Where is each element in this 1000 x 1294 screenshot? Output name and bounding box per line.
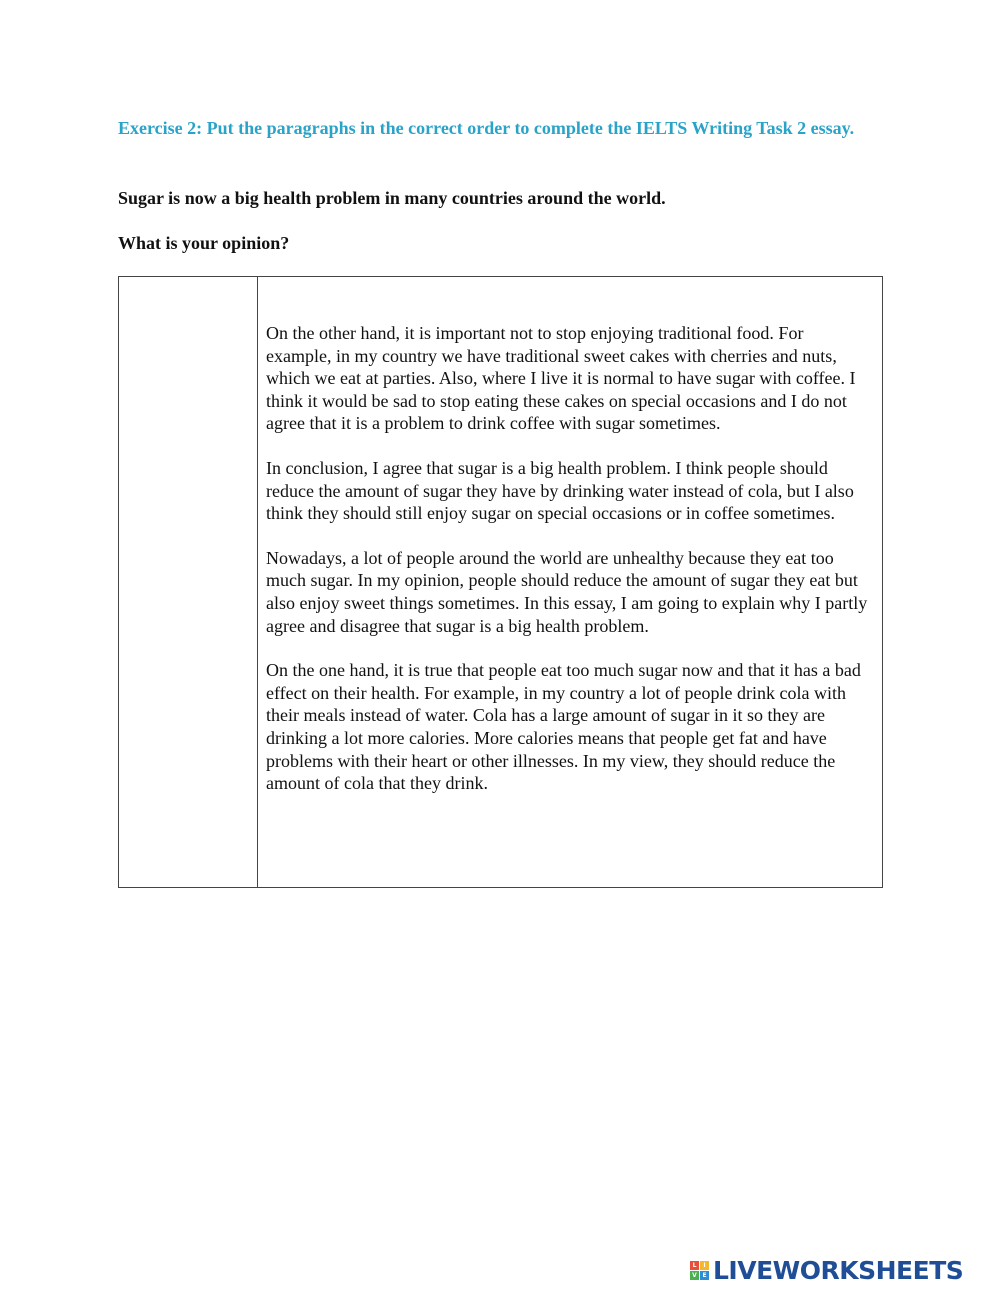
logo-tile-v: V <box>690 1271 699 1280</box>
order-answer-column[interactable] <box>119 277 258 887</box>
logo-tile-e: E <box>700 1271 709 1280</box>
exercise-instruction: Put the paragraphs in the correct order to complete the IELTS Writing Task 2 essay. <box>206 118 855 138</box>
essay-prompt-question: What is your opinion? <box>118 233 290 253</box>
ordering-table <box>118 276 883 888</box>
paragraph-1: On the other hand, it is important not to stop enjoying traditional food. For example, in my country we have traditional sweet cakes with cherries and nuts, which we eat at parties. Also, where I live it is normal to have sugar with coffee. I think it would be sad to stop eating these cakes on special occasions and I do not agree that it is a problem to drink coffee with sugar sometimes. <box>266 323 856 434</box>
paragraph-2: In conclusion, I agree that sugar is a big health problem. I think people should reduce the amount of sugar they have by drinking water instead of cola, but I also think they should still enjoy sugar on special occasions or in coffee sometimes. <box>266 457 854 524</box>
brand-name: LIVEWORKSHEETS <box>713 1255 964 1285</box>
exercise-heading <box>118 117 908 140</box>
exercise-separator: : <box>196 118 207 138</box>
essay-prompt-statement: Sugar is now a big health problem in many countries around the world. <box>118 188 666 208</box>
liveworksheets-brand <box>690 1255 963 1285</box>
paragraph-3: Nowadays, a lot of people around the world are unhealthy because they eat too much sugar. In my opinion, people should reduce the amount of sugar they eat but also enjoy sweet things sometimes. In this essay, I am going to explain why I partly agree and disagree that sugar is a big health problem. <box>266 547 868 636</box>
liveworksheets-logo-icon <box>690 1261 709 1280</box>
paragraph-4: On the one hand, it is true that people eat too much sugar now and that it has a bad effect on their health. For example, in my country a lot of people drink cola with their meals instead of water. Cola has a large amount of sugar in it so they are drinking a lot more calories. More calories means that people get fat and have problems with their heart or other illnesses. In my view, they should reduce the amount of cola that they drink. <box>266 660 861 794</box>
logo-tile-l: L <box>690 1261 699 1270</box>
logo-tile-i: I <box>700 1261 709 1270</box>
exercise-label: Exercise 2 <box>118 118 197 138</box>
paragraph-column <box>258 277 882 887</box>
